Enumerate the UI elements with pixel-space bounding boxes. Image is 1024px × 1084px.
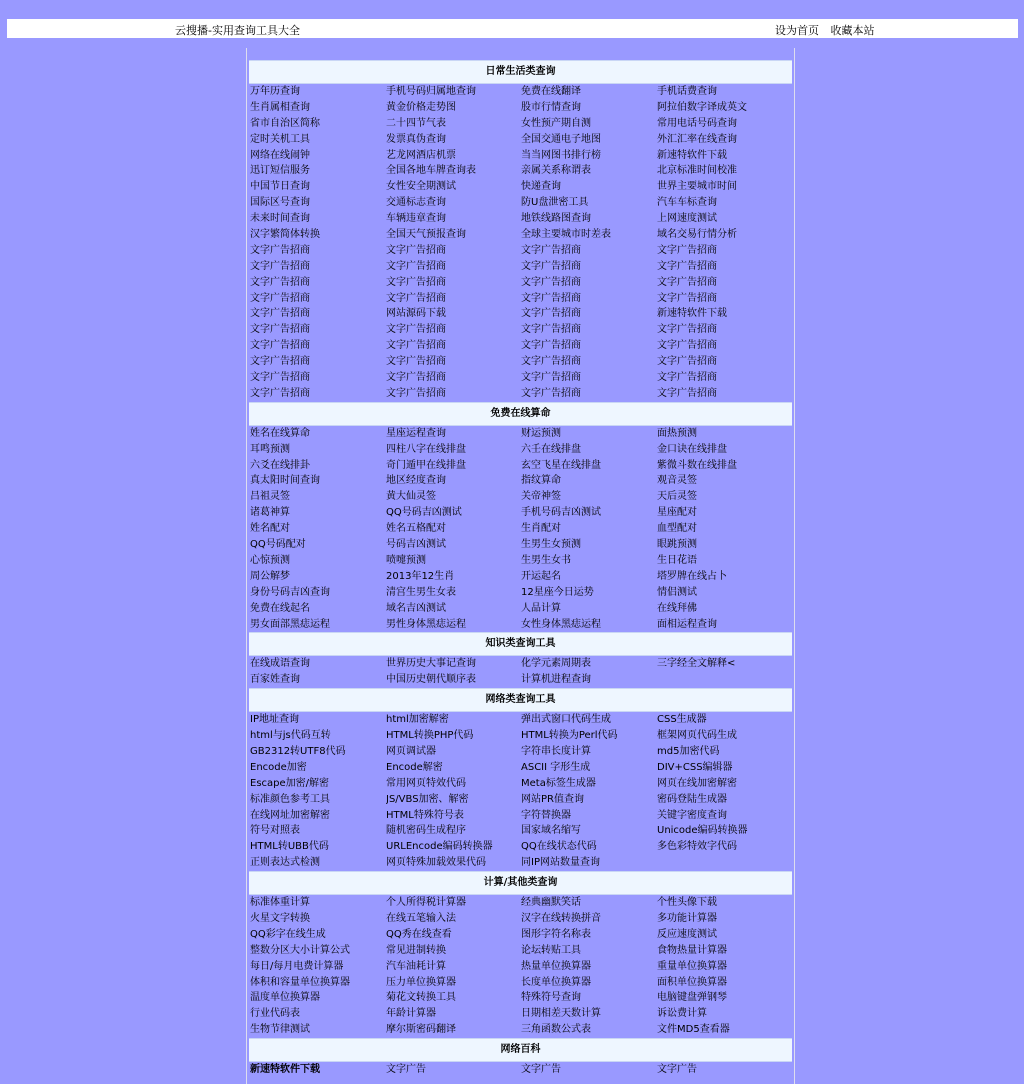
tool-link[interactable]: 文字广告招商 (521, 372, 581, 384)
tool-link[interactable]: 文字广告 (386, 1064, 426, 1076)
tool-link[interactable]: 迅订短信服务 (250, 165, 310, 177)
tool-link[interactable]: Meta标签生成器 (521, 777, 596, 789)
tool-link[interactable]: 六爻在线排卦 (250, 459, 310, 471)
tool-link[interactable]: 国际区号查询 (250, 197, 310, 209)
tool-link[interactable]: 长度单位换算器 (521, 976, 591, 988)
tool-link[interactable]: 省市自治区简称 (250, 117, 320, 129)
tool-link[interactable]: 当当网图书排行榜 (521, 149, 601, 161)
tool-link[interactable]: 经典幽默笑话 (521, 897, 581, 909)
tool-link[interactable]: 地区经度查询 (386, 475, 446, 487)
section-title: 知识类查询工具 (249, 632, 792, 656)
tool-link[interactable]: 在线五笔输入法 (386, 912, 456, 924)
tool-link[interactable]: 文件MD5查看器 (657, 1024, 730, 1036)
tool-link[interactable]: 文字广告招商 (386, 292, 446, 304)
tool-link[interactable]: 文字广告招商 (386, 387, 446, 399)
tool-link[interactable]: 面积单位换算器 (657, 976, 727, 988)
tool-link[interactable]: 图形字符名称表 (521, 928, 591, 940)
tool-link[interactable]: 文字广告 (521, 1064, 561, 1076)
tool-link[interactable]: ASCII 字形生成 (521, 761, 591, 773)
tool-link[interactable]: 压力单位换算器 (386, 976, 456, 988)
tool-link[interactable]: 心惊预测 (250, 554, 290, 566)
tool-link[interactable]: 中国节日查询 (250, 181, 310, 193)
link-grid (247, 895, 794, 1038)
tool-link[interactable]: Encode加密 (250, 761, 307, 773)
tool-link[interactable]: 吕祖灵签 (250, 491, 290, 503)
tool-link[interactable]: 国家域名缩写 (521, 825, 581, 837)
tool-link[interactable]: IP地址查询 (250, 714, 299, 726)
tool-link[interactable]: 面相运程查询 (657, 618, 717, 630)
link-grid (247, 1062, 794, 1078)
tool-link[interactable]: 手机号码吉凶测试 (521, 507, 601, 519)
tool-link[interactable]: 整数分区大小计算公式 (250, 944, 350, 956)
tool-link[interactable]: 二十四节气表 (386, 117, 446, 129)
tool-link[interactable]: 电脑键盘弹钢琴 (657, 992, 727, 1004)
tool-link[interactable]: 常见进制转换 (386, 944, 446, 956)
tool-link[interactable]: 身份号码吉凶查询 (250, 586, 330, 598)
tool-link[interactable]: 文字广告招商 (521, 260, 581, 272)
tool-link[interactable]: 行业代码表 (250, 1008, 300, 1020)
section-title: 网络百科 (249, 1038, 792, 1062)
tool-link[interactable]: 指纹算命 (521, 475, 561, 487)
tool-link[interactable]: 交通标志查询 (386, 197, 446, 209)
tool-link[interactable]: 文字广告招商 (250, 308, 310, 320)
tool-link[interactable]: 多功能计算器 (657, 912, 717, 924)
tool-link[interactable]: 12星座今日运势 (521, 586, 594, 598)
tool-link[interactable]: 未来时间查询 (250, 213, 310, 225)
tool-link[interactable]: 在线网址加密解密 (250, 809, 330, 821)
tool-link[interactable]: 日期相差天数计算 (521, 1008, 601, 1020)
tool-link[interactable]: 生男生女预测 (521, 539, 581, 551)
tool-link[interactable]: GB2312转UTF8代码 (250, 745, 346, 757)
tool-link[interactable]: 文字广告招商 (657, 340, 717, 352)
tool-link[interactable]: md5加密代码 (657, 745, 720, 757)
tool-link[interactable]: 文字广告招商 (657, 356, 717, 368)
tool-link[interactable]: 特殊符号查询 (521, 992, 581, 1004)
tool-link[interactable]: 文字广告招商 (250, 340, 310, 352)
tool-link[interactable]: 域名交易行情分析 (657, 229, 737, 241)
tool-link[interactable]: 生男生女书 (521, 554, 571, 566)
tool-link[interactable]: 汽车车标查询 (657, 197, 717, 209)
section (247, 632, 794, 688)
tool-link[interactable]: 热量单位换算器 (521, 960, 591, 972)
tool-link[interactable]: HTML特殊符号表 (386, 809, 464, 821)
tool-link[interactable]: 文字广告招商 (386, 324, 446, 336)
section (247, 871, 794, 1038)
tool-link[interactable]: 菊花文转换工具 (386, 992, 456, 1004)
tool-link[interactable]: 关帝神签 (521, 491, 561, 503)
tool-link[interactable]: 新速特软件下载 (250, 1064, 320, 1076)
tool-link[interactable]: 喷嚏预测 (386, 554, 426, 566)
tool-link[interactable]: 网站PR值查询 (521, 793, 584, 805)
tool-link[interactable]: 免费在线翻译 (521, 86, 581, 97)
tool-link[interactable]: 文字广告招商 (657, 244, 717, 256)
tool-link[interactable]: HTML转UBB代码 (250, 841, 329, 853)
link-grid (247, 656, 794, 688)
tool-link[interactable]: 网页特殊加载效果代码 (386, 857, 486, 869)
tool-link[interactable]: 财运预测 (521, 427, 561, 439)
tool-link[interactable]: 文字广告招商 (521, 356, 581, 368)
section (247, 688, 794, 871)
tool-link[interactable]: QQ在线状态代码 (521, 841, 597, 853)
tool-link[interactable]: 耳鸣预测 (250, 443, 290, 455)
tool-link[interactable]: 诉讼费计算 (657, 1008, 707, 1020)
tool-link[interactable]: 文字广告招商 (386, 276, 446, 288)
tool-link[interactable]: QQ彩字在线生成 (250, 928, 326, 940)
tool-link[interactable]: HTML转换为Perl代码 (521, 730, 618, 742)
tool-link[interactable]: 文字广告招商 (521, 324, 581, 336)
tool-link[interactable]: 艺龙网酒店机票 (386, 149, 456, 161)
tool-link (657, 855, 793, 871)
tool-link[interactable]: 奇门遁甲在线排盘 (386, 459, 466, 471)
tool-link[interactable]: 标准体重计算 (250, 897, 310, 909)
tool-link[interactable]: 生肖配对 (521, 523, 561, 535)
tool-link[interactable]: 新速特软件下载 (657, 149, 727, 161)
tool-link[interactable]: 诸葛神算 (250, 507, 290, 519)
tool-link[interactable]: 塔罗牌在线占卜 (657, 570, 727, 582)
tool-link[interactable]: 姓名配对 (250, 523, 290, 535)
link-grid (247, 84, 794, 402)
tool-link[interactable]: 百家姓查询 (250, 674, 300, 686)
top-links (775, 22, 883, 38)
tool-link[interactable]: 定时关机工具 (250, 133, 310, 145)
tool-link[interactable]: 金口诀在线排盘 (657, 443, 727, 455)
tool-link[interactable]: 情侣测试 (657, 586, 697, 598)
tool-link[interactable]: 文字广告招商 (250, 387, 310, 399)
tool-link[interactable]: 文字广告招商 (250, 260, 310, 272)
tool-link[interactable]: 年龄计算器 (386, 1008, 436, 1020)
main-content (246, 48, 795, 1084)
tool-link[interactable]: 星座配对 (657, 507, 697, 519)
tool-link[interactable]: QQ号码配对 (250, 539, 306, 551)
tool-link[interactable]: 女性预产期自测 (521, 117, 591, 129)
tool-link[interactable]: 发票真伪查询 (386, 133, 446, 145)
tool-link[interactable]: 阿拉伯数字译成英文 (657, 101, 747, 113)
tool-link[interactable]: 汉字在线转换拼音 (521, 912, 601, 924)
tool-link[interactable]: 车辆违章查询 (386, 213, 446, 225)
tool-link[interactable]: 文字广告招商 (521, 340, 581, 352)
tool-link[interactable]: 体积和容量单位换算器 (250, 976, 350, 988)
tool-link[interactable]: 文字广告招商 (521, 276, 581, 288)
tool-link[interactable]: 生肖属相查询 (250, 101, 310, 113)
tool-link[interactable]: 文字广告招商 (521, 244, 581, 256)
tool-link[interactable]: html加密解密 (386, 714, 449, 726)
tool-link[interactable]: 文字广告招商 (250, 292, 310, 304)
tool-link[interactable]: 标准颜色参考工具 (250, 793, 330, 805)
tool-link[interactable]: 文字广告招商 (386, 340, 446, 352)
tool-link[interactable]: 玄空飞星在线排盘 (521, 459, 601, 471)
tool-link[interactable]: 姓名五格配对 (386, 523, 446, 535)
tool-link[interactable]: 计算机进程查询 (521, 674, 591, 686)
tool-link[interactable]: 面热预测 (657, 427, 697, 439)
tool-link[interactable]: 眼跳预测 (657, 539, 697, 551)
tool-link[interactable]: 手机号码归属地查询 (386, 86, 476, 97)
tool-link[interactable]: 男女面部黑痣运程 (250, 618, 330, 630)
tool-link[interactable]: 全球主要城市时差表 (521, 229, 611, 241)
tool-link[interactable]: 密码登陆生成器 (657, 793, 727, 805)
bookmark-link[interactable]: 收藏本站 (830, 24, 875, 37)
tool-link[interactable]: 周公解梦 (250, 570, 290, 582)
tool-link[interactable]: 网页调试器 (386, 745, 436, 757)
tool-link[interactable]: 黄大仙灵签 (386, 491, 436, 503)
section-title: 网络类查询工具 (249, 688, 792, 712)
tool-link[interactable]: 网络在线闹钟 (250, 149, 310, 161)
tool-link[interactable]: 四柱八字在线排盘 (386, 443, 466, 455)
tool-link[interactable]: 食物热量计算器 (657, 944, 727, 956)
tool-link[interactable]: 文字广告招商 (657, 372, 717, 384)
tool-link[interactable]: 个性头像下载 (657, 897, 717, 909)
tool-link[interactable]: 姓名在线算命 (250, 427, 310, 439)
section-title: 计算/其他类查询 (249, 871, 792, 895)
tool-link[interactable]: 符号对照表 (250, 825, 300, 837)
tool-link[interactable]: 快递查询 (521, 181, 561, 193)
tool-link[interactable]: 多色彩特效字代码 (657, 841, 737, 853)
section (247, 402, 794, 633)
tool-link[interactable]: 紫微斗数在线排盘 (657, 459, 737, 471)
tool-link[interactable]: 文字广告招商 (250, 276, 310, 288)
tool-link[interactable]: 汽车油耗计算 (386, 960, 446, 972)
tool-link[interactable]: 清宫生男生女表 (386, 586, 456, 598)
tool-link[interactable]: DIV+CSS编辑器 (657, 761, 733, 773)
tool-link[interactable]: 文字广告招商 (386, 260, 446, 272)
tool-link[interactable]: 字符串长度计算 (521, 745, 591, 757)
tool-link[interactable]: 文字广告招商 (657, 260, 717, 272)
set-homepage-link[interactable]: 设为首页 (775, 24, 819, 37)
tool-link[interactable]: 全国天气预报查询 (386, 229, 466, 241)
tool-link[interactable]: 论坛转贴工具 (521, 944, 581, 956)
tool-link[interactable]: URLEncode编码转换器 (386, 841, 493, 853)
tool-link[interactable]: 文字广告招商 (250, 372, 310, 384)
tool-link[interactable]: 全国交通电子地图 (521, 133, 601, 145)
tool-link[interactable]: 血型配对 (657, 523, 697, 535)
site-title: 云搜播-实用查询工具大全 (175, 24, 300, 37)
tool-link[interactable]: 女性身体黑痣运程 (521, 618, 601, 630)
tool-link[interactable]: JS/VBS加密、解密 (386, 793, 469, 805)
tool-link[interactable]: 文字广告招商 (657, 387, 717, 399)
tool-link[interactable]: QQ号码吉凶测试 (386, 507, 462, 519)
tool-link[interactable]: 黄金价格走势图 (386, 101, 456, 113)
tool-link[interactable]: 亲属关系称谓表 (521, 165, 591, 177)
tool-link[interactable]: 框架网页代码生成 (657, 730, 737, 742)
tool-link[interactable]: 北京标准时间校准 (657, 165, 737, 177)
tool-link[interactable]: 文字广告招商 (521, 292, 581, 304)
tool-link[interactable]: html与js代码互转 (250, 730, 331, 742)
tool-link[interactable]: 个人所得税计算器 (386, 897, 466, 909)
tool-link[interactable]: 文字广告招商 (386, 356, 446, 368)
tool-link[interactable]: 中国历史朝代顺序表 (386, 674, 476, 686)
tool-link[interactable]: 观音灵签 (657, 475, 697, 487)
tool-link (657, 672, 793, 688)
tool-link[interactable]: 文字广告招商 (657, 324, 717, 336)
tool-link[interactable]: 人品计算 (521, 602, 561, 614)
tool-link[interactable]: 防U盘泄密工具 (521, 197, 589, 209)
tool-link[interactable]: 号码吉凶测试 (386, 539, 446, 551)
tool-link[interactable]: Unicode编码转换器 (657, 825, 748, 837)
tool-link[interactable]: 三字经全文解释< (657, 658, 736, 670)
tool-link[interactable]: 新速特软件下载 (657, 308, 727, 320)
tool-link[interactable]: 生日花语 (657, 554, 697, 566)
tool-link[interactable]: CSS生成器 (657, 714, 707, 726)
tool-link[interactable]: 天后灵签 (657, 491, 697, 503)
tool-link[interactable]: Encode解密 (386, 761, 443, 773)
tool-link[interactable]: 摩尔斯密码翻译 (386, 1024, 456, 1036)
tool-link[interactable]: 文字广告 (657, 1064, 697, 1076)
tool-link[interactable]: 火星文字转换 (250, 912, 310, 924)
tool-link[interactable]: 常用电话号码查询 (657, 117, 737, 129)
tool-link[interactable]: 男性身体黑痣运程 (386, 618, 466, 630)
tool-link[interactable]: 正则表达式检测 (250, 857, 320, 869)
tool-link[interactable]: 同IP网站数量查询 (521, 857, 600, 869)
section (247, 60, 794, 402)
tool-link[interactable]: 网站源码下载 (386, 308, 446, 320)
tool-link[interactable]: 字符替换器 (521, 809, 571, 821)
tool-link[interactable]: 文字广告招商 (657, 276, 717, 288)
tool-link[interactable]: 全国各地车牌查询表 (386, 165, 476, 177)
link-grid (247, 426, 794, 633)
tool-link[interactable]: HTML转换PHP代码 (386, 730, 474, 742)
tool-link[interactable]: 在线成语查询 (250, 658, 310, 670)
tool-link[interactable]: 重量单位换算器 (657, 960, 727, 972)
tool-link[interactable]: 上网速度测试 (657, 213, 717, 225)
tool-link[interactable]: 地铁线路图查询 (521, 213, 591, 225)
tool-link[interactable]: 三角函数公式表 (521, 1024, 591, 1036)
tool-link[interactable]: 文字广告招商 (250, 244, 310, 256)
tool-link[interactable]: 随机密码生成程序 (386, 825, 466, 837)
tool-link[interactable]: 开运起名 (521, 570, 561, 582)
tool-link[interactable]: 域名吉凶测试 (386, 602, 446, 614)
tool-link[interactable]: 网页在线加密解密 (657, 777, 737, 789)
tool-link[interactable]: 文字广告招商 (521, 387, 581, 399)
tool-link[interactable]: 2013年12生肖 (386, 570, 455, 582)
tool-link[interactable]: 弹出式窗口代码生成 (521, 714, 611, 726)
tool-link[interactable]: 在线拜佛 (657, 602, 697, 614)
tool-link[interactable]: 真太阳时间查询 (250, 475, 320, 487)
tool-link[interactable]: 文字广告招商 (386, 372, 446, 384)
tool-link[interactable]: 化学元素周期表 (521, 658, 591, 670)
tool-link[interactable]: 万年历查询 (250, 86, 300, 97)
tool-link[interactable]: 女性安全期测试 (386, 181, 456, 193)
tool-link[interactable]: 文字广告招商 (250, 324, 310, 336)
top-bar (7, 19, 1018, 38)
tool-link[interactable]: 世界历史大事记查询 (386, 658, 476, 670)
tool-link[interactable]: 生物节律测试 (250, 1024, 310, 1036)
tool-link[interactable]: 星座运程查询 (386, 427, 446, 439)
tool-link[interactable]: 六壬在线排盘 (521, 443, 581, 455)
tool-link[interactable]: 温度单位换算器 (250, 992, 320, 1004)
tool-link[interactable]: Escape加密/解密 (250, 777, 330, 789)
tool-link[interactable]: 文字广告招商 (250, 356, 310, 368)
tool-link[interactable]: 文字广告招商 (386, 244, 446, 256)
tool-link[interactable]: 手机话费查询 (657, 86, 717, 97)
link-grid (247, 712, 794, 871)
tool-link[interactable]: 汉字繁简体转换 (250, 229, 320, 241)
tool-link[interactable]: 世界主要城市时间 (657, 181, 737, 193)
tool-link[interactable]: 关键字密度查询 (657, 809, 727, 821)
tool-link[interactable]: QQ秀在线查看 (386, 928, 452, 940)
tool-link[interactable]: 文字广告招商 (521, 308, 581, 320)
tool-link[interactable]: 每日/每月电费计算器 (250, 960, 344, 972)
section (247, 1038, 794, 1078)
section-title: 免费在线算命 (249, 402, 792, 426)
tool-link[interactable]: 外汇汇率在线查询 (657, 133, 737, 145)
tool-link[interactable]: 反应速度测试 (657, 928, 717, 940)
tool-link[interactable]: 免费在线起名 (250, 602, 310, 614)
tool-link[interactable]: 文字广告招商 (657, 292, 717, 304)
section-title: 日常生活类查询 (249, 60, 792, 84)
tool-link[interactable]: 股市行情查询 (521, 101, 581, 113)
tool-link[interactable]: 常用网页特效代码 (386, 777, 466, 789)
